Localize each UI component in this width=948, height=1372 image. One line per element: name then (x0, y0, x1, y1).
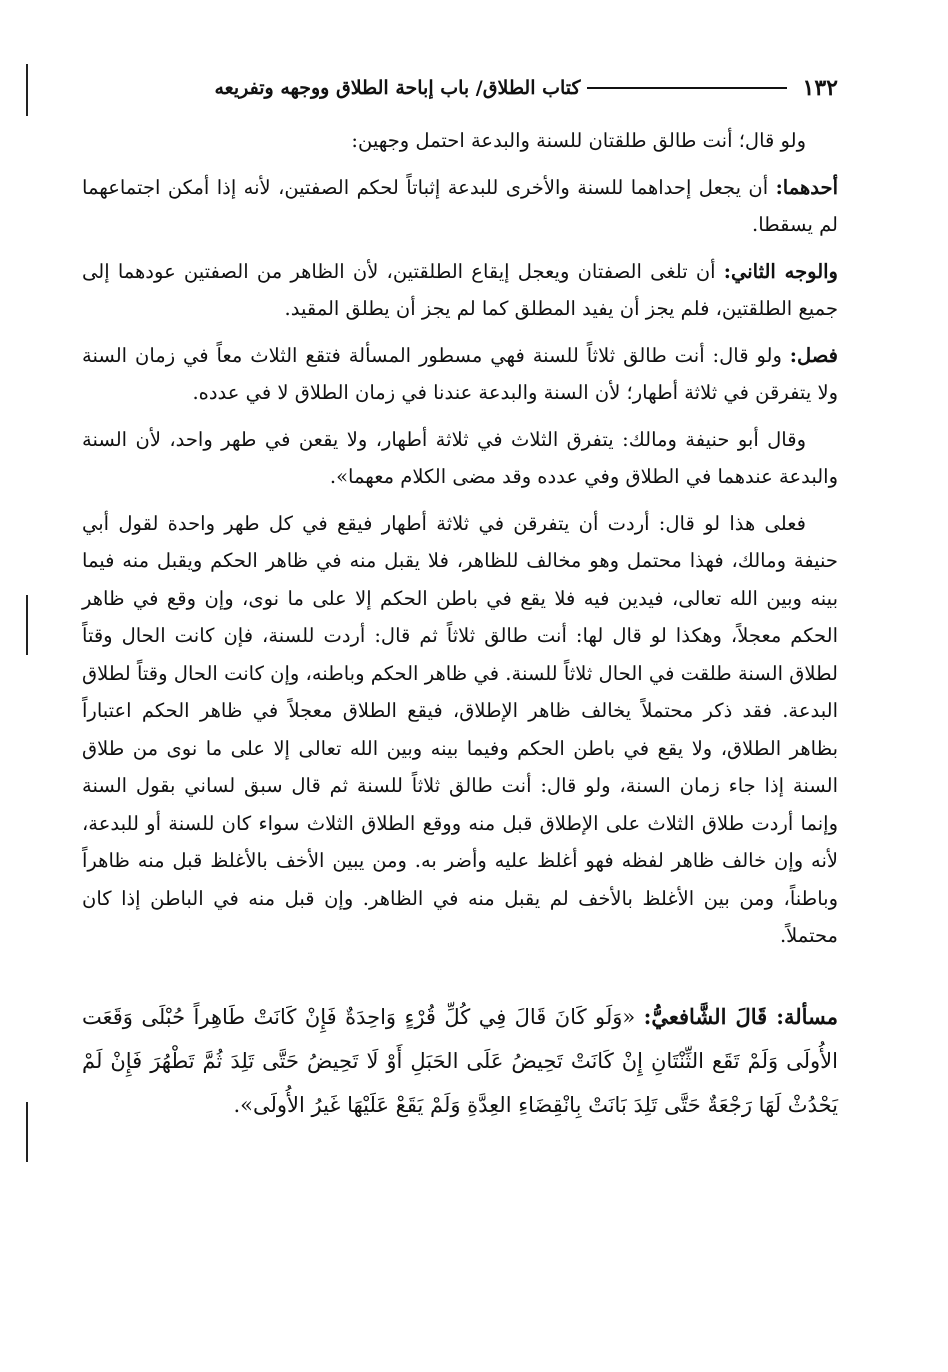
margin-rule-bottom (26, 1102, 28, 1162)
masala-text: «وَلَو كَانَ قَالَ فِي كُلِّ قُرْءٍ وَاحِدَةٌ فَإِنْ كَانَتْ طَاهِراً حُبْلَى وَقَعَت الأُولَى وَلَمْ تَقَع الثِّنْتَانِ إِنْ كَانَتْ تَحِيضُ عَلَى الحَبَلِ أَوْ لَا تَحِيضُ حَتَّى تَلِدَ ثُمَّ تَطْهُرَ فَإِنْ لَمْ يَحْدُثْ لَهَا رَجْعَةٌ حَتَّى تَلِدَ بَانَتْ بِانْقِضَاءِ العِدَّةِ وَلَمْ يَقَعْ عَلَيْهَا غَيرُ الأُولَى». (82, 1004, 838, 1117)
paragraph-fasl (82, 337, 838, 412)
masala-section (82, 995, 838, 1127)
paragraph-first-view (82, 169, 838, 244)
paragraph-fasl-lead: فصل: (789, 343, 838, 367)
paragraph-abu-hanifa-text: وقال أبو حنيفة ومالك: يتفرق الثلاث في ثلاثة أطهار، ولا يقعن في طهر واحد، لأن السنة والبدعة عندهما في الطلاق وفي عدده وقد مضى الكلام معهما». (82, 427, 838, 488)
running-header (82, 70, 838, 106)
margin-rule-top (26, 64, 28, 116)
paragraph-second-view-lead: والوجه الثاني: (723, 259, 838, 283)
paragraph-long (82, 505, 838, 955)
paragraph-second-view-text: أن تلغى الصفتان ويعجل إيقاع الطلقتين، لأن الظاهر من الصفتين عودهما إلى جميع الطلقتين، فلم يجز أن يفيد المطلق كما لم يجز أن يطلق المقيد. (82, 259, 838, 320)
body-text (82, 122, 838, 1136)
page-number: ١٣٢ (802, 75, 838, 101)
paragraph-abu-hanifa (82, 421, 838, 496)
running-title: كتاب الطلاق/ باب إباحة الطلاق ووجهه وتفريعه (214, 77, 581, 99)
paragraph-first-view-lead: أحدهما: (775, 175, 838, 199)
header-rule (587, 87, 787, 89)
paragraph-second-view (82, 253, 838, 328)
margin-rule-middle (26, 595, 28, 655)
paragraph-intro (82, 122, 838, 160)
paragraph-fasl-text: ولو قال: أنت طالق ثلاثاً للسنة فهي مسطور المسألة فتقع الثلاث معاً في زمان السنة ولا يتفرقن في ثلاثة أطهار؛ لأن السنة والبدعة عندنا في زمان الطلاق لا في عدده. (82, 343, 838, 404)
paragraph-first-view-text: أن يجعل إحداهما للسنة والأخرى للبدعة إثباتاً لحكم الصفتين، لأنه إذا أمكن اجتماعهما لم يسقطا. (82, 175, 838, 236)
paragraph-intro-text: ولو قال؛ أنت طالق طلقتان للسنة والبدعة احتمل وجهين: (351, 129, 806, 152)
paragraph-long-text: فعلى هذا لو قال: أردت أن يتفرقن في ثلاثة أطهار فيقع في كل طهر واحدة لقول أبي حنيفة ومالك، فهذا محتمل وهو مخالف للظاهر، فلا يقبل منه في ظاهر الحكم ويقبل منه فيما بينه وبين الله تعالى، فيدين فيه فلا يقع في باطن الحكم إلا على ما نوى، وإن وقع في ظاهر الحكم معجلاً، وهكذا لو قال لها: أنت طالق ثلاثاً ثم قال: أردت للسنة، فإن كانت الحال وقتاً لطلاق السنة طلقت في الحال ثلاثاً للسنة. في ظاهر الحكم وباطنه، وإن كانت الحال وقتاً لطلاق البدعة. فقد ذكر محتملاً يخالف ظاهر الإطلاق، فيقع الطلاق معجلاً في ظاهر الحكم اعتباراً بظاهر الطلاق، ولا يقع في باطن الحكم وفيما بينه وبين الله تعالى إلا على ما نوى من طلاق السنة إذا جاء زمان السنة، ولو قال: أنت طالق ثلاثاً للسنة ثم قال سبق لساني بقول السنة وإنما أردت طلاق الثلاث على الإطلاق قبل منه ووقع الطلاق الثلاث سواء كان للسنة أو للبدعة، لأنه وإن خالف ظاهر لفظه فهو أغلظ عليه وأضر به. ومن يبين الأخف بالأغلظ قبل منه ظاهراً وباطناً، ومن بين الأغلظ بالأخف لم يقبل منه في الظاهر. وإن قبل منه في الباطن إذا كان محتملاً. (82, 511, 838, 947)
masala-lead: مسألة: قَالَ الشَّافعيُّ: (643, 1003, 838, 1029)
